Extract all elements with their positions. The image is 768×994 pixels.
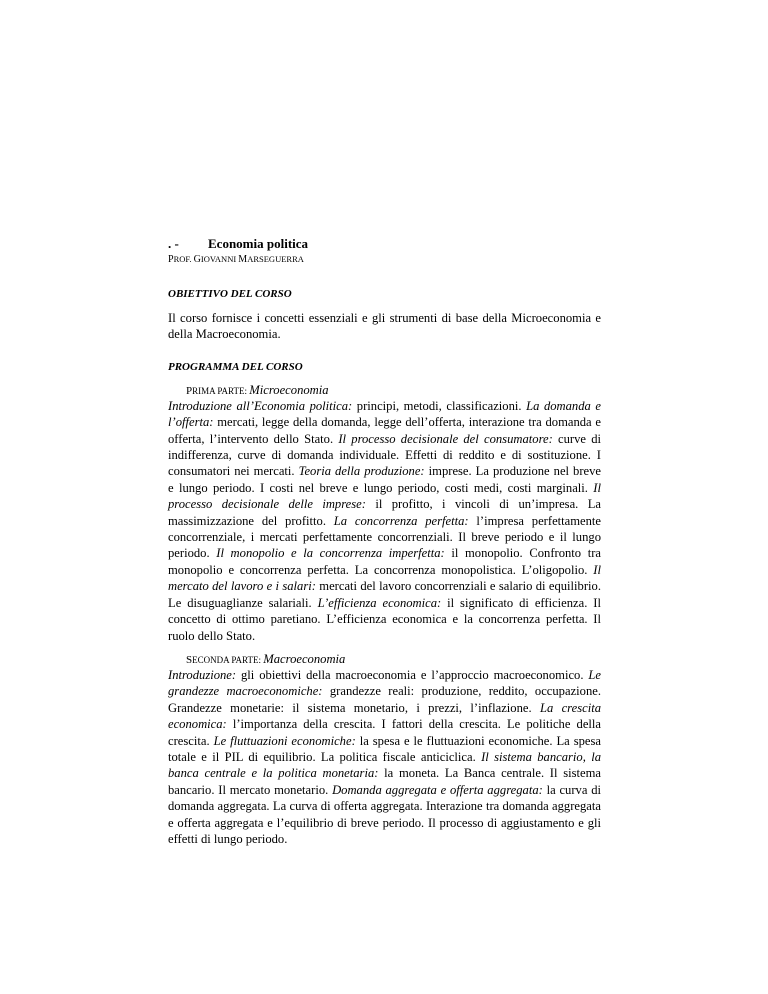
- course-number: . -: [168, 236, 179, 251]
- topic-heading: Introduzione all’Economia politica:: [168, 398, 353, 413]
- topic-heading: Teoria della produzione:: [298, 464, 425, 479]
- part2-label-cap: S: [186, 653, 193, 666]
- topic-heading: La crescita economica:: [168, 700, 601, 732]
- topic-text: imprese. La produzione nel breve e lungo periodo. I costi nel breve e lungo periodo, costi medi, costi marginali.: [168, 464, 602, 495]
- course-page: [168, 236, 601, 847]
- topic-heading: La domanda e l’offerta:: [168, 398, 601, 430]
- part2-label: [168, 652, 601, 667]
- topic-heading: Il mercato del lavoro e i salari:: [168, 562, 601, 594]
- part1-label-cap: P: [186, 384, 193, 397]
- topic-heading: La concorrenza perfetta:: [333, 513, 469, 528]
- topic-text: principi, metodi, classificazioni.: [352, 398, 527, 413]
- topic-text: il monopolio. Confronto tra monopolio e concorrenza perfetta. La concorrenza monopolistica. L’oligopolio.: [168, 546, 601, 577]
- professor-first-rest: IOVANNI: [200, 254, 239, 264]
- topic-heading: Il processo decisionale delle imprese:: [168, 480, 601, 512]
- topic-heading: Il sistema bancario, la banca centrale e la politica monetaria:: [168, 749, 602, 781]
- topic-text: mercati del lavoro concorrenziali e salario di equilibrio. Le disuguaglianze salariali.: [168, 579, 601, 610]
- course-heading: [168, 236, 601, 251]
- program-heading: PROGRAMMA DEL CORSO: [168, 360, 303, 373]
- topic-heading: Il processo decisionale del consumatore:: [338, 431, 553, 446]
- professor-line: [168, 253, 601, 266]
- topic-text: l’importanza della crescita. I fattori della crescita. Le politiche della crescita.: [168, 717, 601, 748]
- topic-text: la moneta. La Banca centrale. Il sistema bancario. Il mercato monetario.: [168, 766, 601, 797]
- topic-text: il profitto, i vincoli di un’impresa. La massimizzazione del profitto.: [168, 497, 601, 528]
- topic-text: mercati, legge della domanda, legge dell’offerta, interazione tra domanda e offerta, l’intervento dello Stato.: [168, 415, 601, 446]
- objective-heading: OBIETTIVO DEL CORSO: [168, 288, 292, 300]
- topic-heading: Domanda aggregata e offerta aggregata:: [332, 782, 543, 797]
- topic-heading: Le grandezze macroeconomiche:: [168, 667, 601, 699]
- course-title: Economia politica: [208, 236, 309, 251]
- topic-text: la curva di domanda aggregata. La curva di offerta aggregata. Interazione tra domanda aggregata e offerta aggregata e l’equilibrio di breve periodo. Il processo di aggiustamento e gli effetti di lungo periodo.: [168, 782, 601, 846]
- professor-last-rest: ARSEGUERRA: [247, 254, 304, 264]
- topic-heading: Il monopolio e la concorrenza imperfetta:: [216, 546, 445, 561]
- topic-text: il significato di efficienza. Il concetto di ottimo paretiano. L’efficienza economica e la concorrenza perfetta. Il ruolo dello Stato.: [168, 595, 601, 643]
- topic-text: la spesa e le fluttuazioni economiche. La spesa totale e il PIL di equilibrio. La politica fiscale anticiclica.: [168, 733, 602, 764]
- topic-text: gli obiettivi della macroeconomia e l’approccio macroeconomico.: [236, 667, 589, 682]
- part2-label-rest: ECONDA PARTE:: [192, 654, 264, 665]
- part1-paragraph: [168, 398, 601, 644]
- professor-prefix-cap: P: [168, 254, 174, 265]
- objective-text: Il corso fornisce i concetti essenziali e gli strumenti di base della Microeconomia e della Macroeconomia.: [168, 311, 601, 342]
- professor-prefix-rest: ROF.: [173, 254, 194, 264]
- part2-name: Macroeconomia: [263, 651, 346, 666]
- professor-last-cap: M: [238, 254, 248, 265]
- part1-label: [168, 383, 601, 398]
- topic-text: grandezze reali: produzione, reddito, occupazione. Grandezze monetarie: il sistema monetario, i prezzi, l’inflazione.: [168, 684, 601, 715]
- part1-name: Microeconomia: [249, 382, 329, 397]
- professor-first-cap: G: [193, 254, 201, 265]
- topic-text: curve di indifferenza, curve di domanda individuale. Effetti di reddito e di sostituzione. I consumatori nei mercati.: [168, 431, 602, 479]
- topic-heading: Introduzione:: [168, 667, 237, 682]
- part1-label-rest: RIMA PARTE:: [192, 385, 250, 396]
- topic-heading: Le fluttuazioni economiche:: [213, 733, 356, 748]
- topic-text: l’impresa perfettamente concorrenziale, i mercati perfettamente concorrenziali. Il breve periodo e il lungo periodo.: [168, 513, 602, 561]
- part2-paragraph: [168, 667, 601, 847]
- topic-heading: L’efficienza economica:: [317, 595, 442, 610]
